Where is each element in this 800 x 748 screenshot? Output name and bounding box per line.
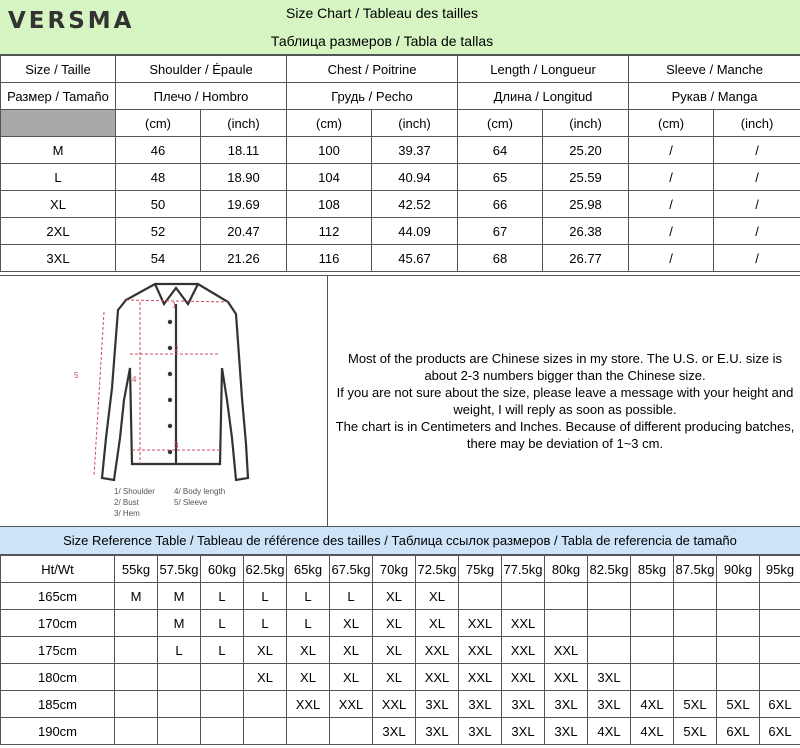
column-header: Chest / Poitrine xyxy=(287,56,458,83)
recommended-size-cell xyxy=(244,691,287,718)
recommended-size-cell: 4XL xyxy=(631,718,674,745)
recommended-size-cell xyxy=(115,664,158,691)
chart-header xyxy=(0,0,800,55)
unit-cell: (cm) xyxy=(629,110,714,137)
recommended-size-cell: XXL xyxy=(545,664,588,691)
recommended-size-cell: L xyxy=(201,637,244,664)
recommended-size-cell xyxy=(674,637,717,664)
reference-row xyxy=(1,637,800,664)
recommended-size-cell: XXL xyxy=(373,691,416,718)
brand-logo: VERSMA xyxy=(8,8,135,34)
size-label-cell: XL xyxy=(1,191,116,218)
recommended-size-cell: 4XL xyxy=(631,691,674,718)
note-line: weight, I will reply as soon as possible. xyxy=(453,402,677,417)
recommended-size-cell: 5XL xyxy=(717,691,760,718)
recommended-size-cell xyxy=(287,718,330,745)
column-header: Плечо / Hombro xyxy=(116,83,287,110)
size-label-cell: 2XL xyxy=(1,218,116,245)
recommended-size-cell xyxy=(674,610,717,637)
recommended-size-cell: L xyxy=(201,610,244,637)
recommended-size-cell xyxy=(158,664,201,691)
reference-header-cell: 95kg xyxy=(760,556,800,583)
reference-header-cell: 90kg xyxy=(717,556,760,583)
recommended-size-cell: 3XL xyxy=(416,718,459,745)
recommended-size-cell xyxy=(631,664,674,691)
size-row xyxy=(1,164,800,191)
recommended-size-cell xyxy=(760,664,800,691)
column-header: Рукав / Manga xyxy=(629,83,800,110)
size-label-cell: M xyxy=(1,137,116,164)
size-label-cell: L xyxy=(1,164,116,191)
column-header: Size / Taille xyxy=(1,56,116,83)
recommended-size-cell xyxy=(588,637,631,664)
measurement-cell: / xyxy=(714,245,800,272)
recommended-size-cell xyxy=(631,583,674,610)
recommended-size-cell: XL xyxy=(373,583,416,610)
recommended-size-cell xyxy=(588,610,631,637)
recommended-size-cell: 3XL xyxy=(502,691,545,718)
recommended-size-cell xyxy=(717,664,760,691)
measurement-cell: 54 xyxy=(116,245,201,272)
recommended-size-cell: XL xyxy=(416,610,459,637)
measurement-cell: 40.94 xyxy=(372,164,458,191)
reference-header-cell: 72.5kg xyxy=(416,556,459,583)
recommended-size-cell xyxy=(545,583,588,610)
reference-row xyxy=(1,583,800,610)
recommended-size-cell xyxy=(717,637,760,664)
measurement-cell: 68 xyxy=(458,245,543,272)
unit-cell: (inch) xyxy=(714,110,800,137)
measurement-cell: 112 xyxy=(287,218,372,245)
height-cell: 165cm xyxy=(1,583,115,610)
recommended-size-cell xyxy=(502,583,545,610)
size-table-header-row-1 xyxy=(1,56,800,83)
measurement-cell: 50 xyxy=(116,191,201,218)
recommended-size-cell xyxy=(545,610,588,637)
reference-header-cell: 67.5kg xyxy=(330,556,373,583)
measurement-cell: 42.52 xyxy=(372,191,458,218)
recommended-size-cell: XXL xyxy=(416,637,459,664)
size-row xyxy=(1,245,800,272)
recommended-size-cell xyxy=(588,583,631,610)
recommended-size-cell: M xyxy=(158,610,201,637)
recommended-size-cell: L xyxy=(201,583,244,610)
reference-table-title: Size Reference Table / Tableau de référence des tailles / Таблица ссылок размеров / Tabla de referencia de tamaño xyxy=(0,527,800,555)
blank-gray-cell xyxy=(1,110,116,137)
note-line: Most of the products are Chinese sizes in my store. The U.S. or E.U. size is xyxy=(348,351,782,366)
legend-shoulder: 1/ Shoulder xyxy=(114,487,155,496)
recommended-size-cell xyxy=(760,610,800,637)
recommended-size-cell: XL xyxy=(416,583,459,610)
measurement-cell: 52 xyxy=(116,218,201,245)
reference-header-cell: 80kg xyxy=(545,556,588,583)
size-label-cell: 3XL xyxy=(1,245,116,272)
recommended-size-cell: XXL xyxy=(287,691,330,718)
recommended-size-cell: XXL xyxy=(459,664,502,691)
recommended-size-cell: 4XL xyxy=(588,718,631,745)
measurement-cell: / xyxy=(629,218,714,245)
recommended-size-cell: XXL xyxy=(330,691,373,718)
shirt-measurement-diagram xyxy=(60,278,270,523)
measurement-cell: / xyxy=(714,164,800,191)
size-rows xyxy=(1,137,800,272)
measurement-cell: 25.98 xyxy=(543,191,629,218)
recommended-size-cell: XL xyxy=(373,610,416,637)
measurement-cell: / xyxy=(629,245,714,272)
recommended-size-cell: XL xyxy=(330,664,373,691)
marker-label-4: 4 xyxy=(132,375,137,384)
reference-header-cell: 60kg xyxy=(201,556,244,583)
recommended-size-cell xyxy=(717,583,760,610)
reference-header-cell: 65kg xyxy=(287,556,330,583)
reference-header-cell: 55kg xyxy=(115,556,158,583)
measurement-cell: / xyxy=(714,191,800,218)
recommended-size-cell: 5XL xyxy=(674,691,717,718)
recommended-size-cell xyxy=(201,664,244,691)
measurement-cell: 64 xyxy=(458,137,543,164)
recommended-size-cell: 3XL xyxy=(588,691,631,718)
recommended-size-cell xyxy=(674,664,717,691)
recommended-size-cell xyxy=(115,718,158,745)
reference-header-cell: 87.5kg xyxy=(674,556,717,583)
measurement-cell: 45.67 xyxy=(372,245,458,272)
recommended-size-cell: M xyxy=(115,583,158,610)
recommended-size-cell xyxy=(459,583,502,610)
recommended-size-cell: XXL xyxy=(459,637,502,664)
reference-header-row xyxy=(1,556,800,583)
reference-rows xyxy=(1,556,800,745)
recommended-size-cell xyxy=(201,718,244,745)
measure-shoulder-line xyxy=(126,300,228,302)
recommended-size-cell: L xyxy=(244,583,287,610)
measurement-cell: 25.59 xyxy=(543,164,629,191)
recommended-size-cell: XXL xyxy=(502,664,545,691)
recommended-size-cell xyxy=(201,691,244,718)
measurement-cell: 25.20 xyxy=(543,137,629,164)
recommended-size-cell: 6XL xyxy=(760,691,800,718)
recommended-size-cell: XL xyxy=(373,664,416,691)
measure-sleeve-line xyxy=(94,312,104,476)
measurement-cell: 26.77 xyxy=(543,245,629,272)
unit-cell: (cm) xyxy=(287,110,372,137)
recommended-size-cell: 3XL xyxy=(545,691,588,718)
recommended-size-cell xyxy=(330,718,373,745)
reference-header-cell: Ht/Wt xyxy=(1,556,115,583)
reference-row xyxy=(1,610,800,637)
measurement-cell: 100 xyxy=(287,137,372,164)
recommended-size-cell: L xyxy=(244,610,287,637)
reference-header-cell: 85kg xyxy=(631,556,674,583)
recommended-size-cell: XXL xyxy=(459,610,502,637)
recommended-size-cell: XL xyxy=(373,637,416,664)
note-line: there may be deviation of 1~3 cm. xyxy=(466,436,664,451)
column-header: Sleeve / Manche xyxy=(629,56,800,83)
measurement-cell: 66 xyxy=(458,191,543,218)
size-reference-table xyxy=(0,555,800,745)
measurement-cell: 67 xyxy=(458,218,543,245)
unit-cell: (inch) xyxy=(201,110,287,137)
legend-bust: 2/ Bust xyxy=(114,498,139,507)
measurement-cell: / xyxy=(629,164,714,191)
recommended-size-cell: XL xyxy=(330,610,373,637)
recommended-size-cell: XL xyxy=(287,637,330,664)
recommended-size-cell: XXL xyxy=(416,664,459,691)
recommended-size-cell: L xyxy=(287,583,330,610)
measurement-cell: 65 xyxy=(458,164,543,191)
recommended-size-cell: 5XL xyxy=(674,718,717,745)
measurement-cell: / xyxy=(714,137,800,164)
recommended-size-cell xyxy=(631,637,674,664)
measurement-cell: / xyxy=(629,191,714,218)
unit-cell: (cm) xyxy=(458,110,543,137)
recommended-size-cell xyxy=(158,718,201,745)
recommended-size-cell xyxy=(717,610,760,637)
reference-header-cell: 70kg xyxy=(373,556,416,583)
recommended-size-cell: XL xyxy=(330,637,373,664)
unit-cell: (inch) xyxy=(543,110,629,137)
recommended-size-cell: XXL xyxy=(502,610,545,637)
recommended-size-cell: 3XL xyxy=(588,664,631,691)
recommended-size-cell: L xyxy=(287,610,330,637)
info-section xyxy=(0,275,800,527)
column-header: Length / Longueur xyxy=(458,56,629,83)
recommended-size-cell: L xyxy=(330,583,373,610)
recommended-size-cell xyxy=(244,718,287,745)
unit-cell: (cm) xyxy=(116,110,201,137)
column-header: Грудь / Pecho xyxy=(287,83,458,110)
recommended-size-cell: XL xyxy=(287,664,330,691)
measurement-cell: 44.09 xyxy=(372,218,458,245)
recommended-size-cell xyxy=(631,610,674,637)
recommended-size-cell: 3XL xyxy=(459,691,502,718)
reference-row xyxy=(1,691,800,718)
recommended-size-cell: L xyxy=(158,637,201,664)
size-row xyxy=(1,191,800,218)
measurement-cell: 19.69 xyxy=(201,191,287,218)
measurement-cell: 21.26 xyxy=(201,245,287,272)
measurement-cell: 104 xyxy=(287,164,372,191)
size-table xyxy=(0,55,800,272)
column-header: Длина / Longitud xyxy=(458,83,629,110)
reference-header-cell: 77.5kg xyxy=(502,556,545,583)
unit-cell: (inch) xyxy=(372,110,458,137)
recommended-size-cell xyxy=(115,637,158,664)
recommended-size-cell: 3XL xyxy=(502,718,545,745)
recommended-size-cell: 6XL xyxy=(717,718,760,745)
recommended-size-cell: M xyxy=(158,583,201,610)
recommended-size-cell xyxy=(115,610,158,637)
measurement-cell: 18.90 xyxy=(201,164,287,191)
marker-label-2: 2 xyxy=(174,345,179,354)
measurement-cell: 18.11 xyxy=(201,137,287,164)
height-cell: 190cm xyxy=(1,718,115,745)
measurement-cell: 46 xyxy=(116,137,201,164)
size-row xyxy=(1,218,800,245)
recommended-size-cell: 6XL xyxy=(760,718,800,745)
chart-title-line1: Size Chart / Tableau des tailles xyxy=(286,5,478,21)
reference-row xyxy=(1,718,800,745)
legend-sleeve: 5/ Sleeve xyxy=(174,498,208,507)
measurement-cell: 39.37 xyxy=(372,137,458,164)
reference-header-cell: 57.5kg xyxy=(158,556,201,583)
recommended-size-cell: XL xyxy=(244,637,287,664)
units-row xyxy=(1,110,800,137)
recommended-size-cell: 3XL xyxy=(459,718,502,745)
recommended-size-cell: 3XL xyxy=(545,718,588,745)
recommended-size-cell: 3XL xyxy=(416,691,459,718)
height-cell: 175cm xyxy=(1,637,115,664)
marker-label-3: 3 xyxy=(174,441,179,450)
size-row xyxy=(1,137,800,164)
measurement-cell: 26.38 xyxy=(543,218,629,245)
measurement-cell: / xyxy=(629,137,714,164)
height-cell: 185cm xyxy=(1,691,115,718)
legend-hem: 3/ Hem xyxy=(114,509,140,518)
height-cell: 180cm xyxy=(1,664,115,691)
reference-header-cell: 82.5kg xyxy=(588,556,631,583)
reference-row xyxy=(1,664,800,691)
recommended-size-cell: 3XL xyxy=(373,718,416,745)
marker-label-5: 5 xyxy=(74,371,79,380)
chart-title-line2: Таблица размеров / Tabla de tallas xyxy=(270,33,494,49)
measurement-cell: 108 xyxy=(287,191,372,218)
note-line: The chart is in Centimeters and Inches. Because of different producing batches, xyxy=(335,419,795,434)
measurement-cell: 48 xyxy=(116,164,201,191)
measurement-cell: / xyxy=(714,218,800,245)
note-line: about 2-3 numbers bigger than the Chinese size. xyxy=(424,368,706,383)
measurement-cell: 116 xyxy=(287,245,372,272)
marker-label-1: 1 xyxy=(172,301,177,310)
recommended-size-cell xyxy=(158,691,201,718)
column-header: Shoulder / Épaule xyxy=(116,56,287,83)
reference-header-cell: 62.5kg xyxy=(244,556,287,583)
recommended-size-cell: XXL xyxy=(545,637,588,664)
size-note xyxy=(330,350,800,452)
height-cell: 170cm xyxy=(1,610,115,637)
recommended-size-cell xyxy=(674,583,717,610)
note-line: If you are not sure about the size, please leave a message with your height and xyxy=(336,385,794,400)
recommended-size-cell xyxy=(760,583,800,610)
recommended-size-cell xyxy=(760,637,800,664)
size-table-header-row-2 xyxy=(1,83,800,110)
section-divider xyxy=(327,276,328,527)
recommended-size-cell: XL xyxy=(244,664,287,691)
column-header: Размер / Tamaño xyxy=(1,83,116,110)
recommended-size-cell: XXL xyxy=(502,637,545,664)
legend-body-length: 4/ Body length xyxy=(174,487,226,496)
recommended-size-cell xyxy=(115,691,158,718)
reference-header-cell: 75kg xyxy=(459,556,502,583)
measurement-cell: 20.47 xyxy=(201,218,287,245)
